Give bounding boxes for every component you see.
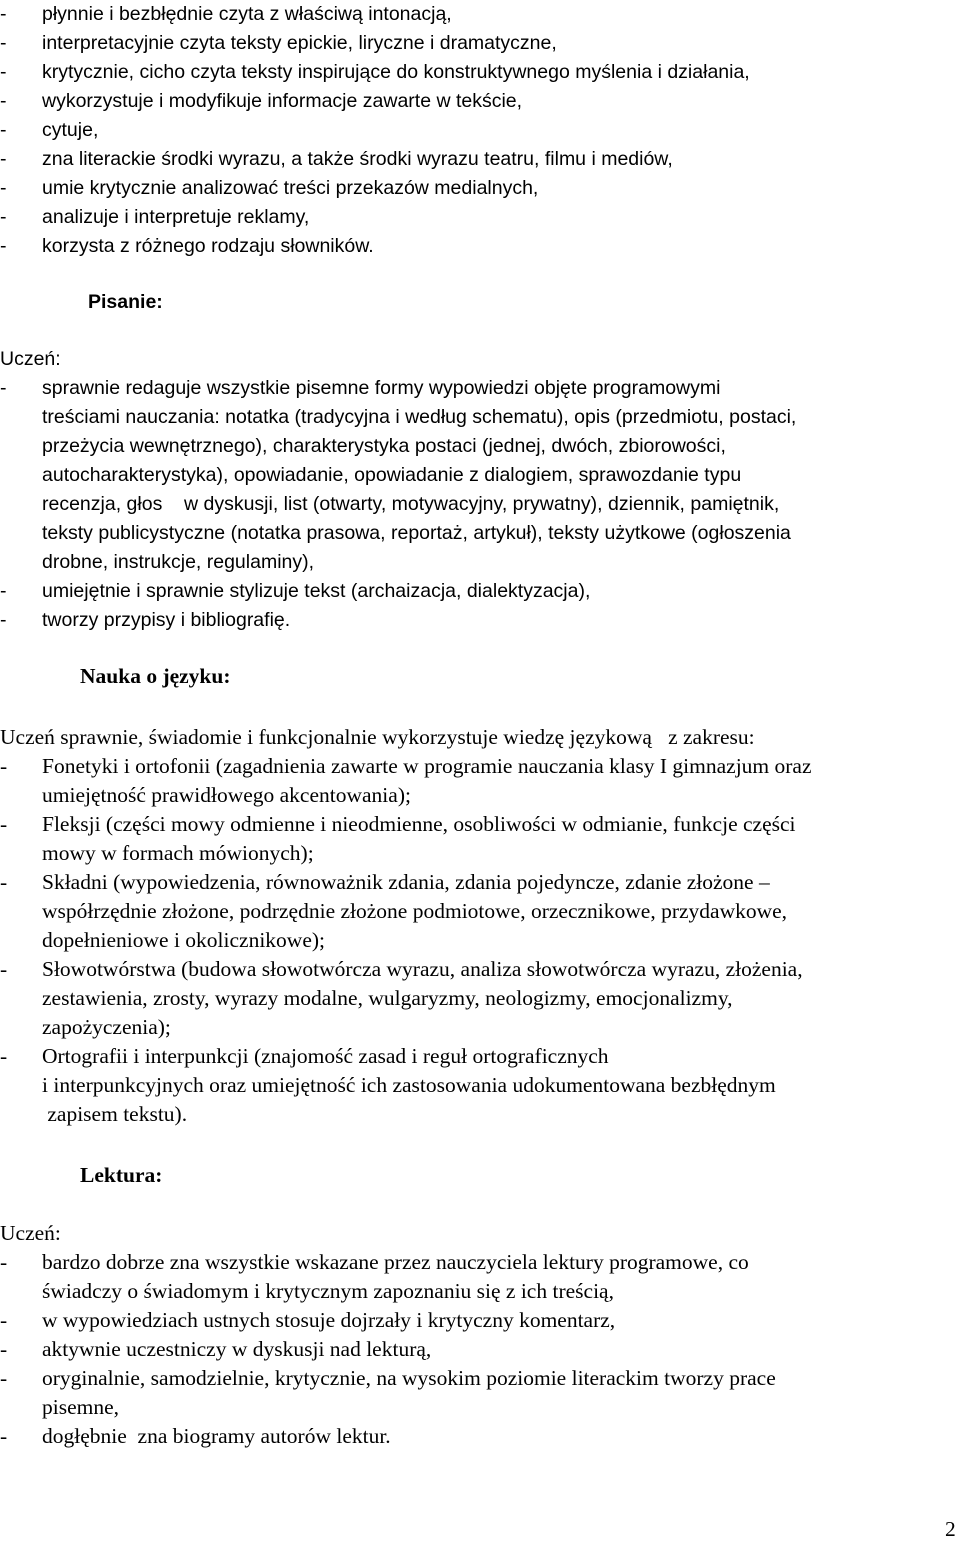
section-heading-writing: Pisanie: — [88, 291, 163, 313]
section-intro: Uczeń sprawnie, świadomie i funkcjonalnie wykorzystuje wiedzę językową z zakresu: — [0, 725, 755, 749]
list-item: - korzysta z różnego rodzaju słowników. — [0, 235, 374, 257]
list-item-continuation: i interpunkcyjnych oraz umiejętność ich zastosowania udokumentowana bezbłędnym — [42, 1073, 776, 1097]
list-item: - w wypowiedziach ustnych stosuje dojrzały i krytyczny komentarz, — [0, 1308, 616, 1332]
list-item: - krytycznie, cicho czyta teksty inspirujące do konstruktywnego myślenia i działania, — [0, 61, 750, 83]
list-item: - interpretacyjnie czyta teksty epickie, liryczne i dramatyczne, — [0, 32, 557, 54]
bullet: - — [0, 609, 7, 631]
list-item: - aktywnie uczestniczy w dyskusji nad lekturą, — [0, 1337, 432, 1361]
bullet: - — [0, 177, 7, 199]
list-item: - płynnie i bezbłędnie czyta z właściwą intonacją, — [0, 3, 452, 25]
list-item: - Ortografii i interpunkcji (znajomość zasad i reguł ortograficznych — [0, 1044, 609, 1068]
bullet: - — [0, 1308, 8, 1332]
list-item: - analizuje i interpretuje reklamy, — [0, 206, 310, 228]
list-item-continuation: pisemne, — [42, 1395, 120, 1419]
bullet: - — [0, 32, 7, 54]
bullet: - — [0, 1250, 8, 1274]
list-item-continuation: współrzędnie złożone, podrzędnie złożone podmiotowe, orzecznikowe, przydawkowe, — [42, 899, 788, 923]
bullet: - — [0, 580, 7, 602]
list-item: - wykorzystuje i modyfikuje informacje zawarte w tekście, — [0, 90, 523, 112]
list-item-continuation: przeżycia wewnętrznego), charakterystyka postaci (jednej, dwóch, zbiorowości, — [42, 435, 726, 457]
list-item-continuation: autocharakterystyka), opowiadanie, opowiadanie z dialogiem, sprawozdanie typu — [42, 464, 742, 486]
list-item-continuation: teksty publicystyczne (notatka prasowa, reportaż, artykuł), teksty użytkowe (ogłoszenia — [42, 522, 791, 544]
list-item: - sprawnie redaguje wszystkie pisemne formy wypowiedzi objęte programowymi — [0, 377, 721, 399]
list-item: - Fonetyki i ortofonii (zagadnienia zawarte w programie nauczania klasy I gimnazjum oraz — [0, 754, 812, 778]
bullet: - — [0, 377, 7, 399]
list-item-continuation: świadczy o świadomym i krytycznym zapoznaniu się z ich treścią, — [42, 1279, 614, 1303]
list-item: - Słowotwórstwa (budowa słowotwórcza wyrazu, analiza słowotwórcza wyrazu, złożenia, — [0, 957, 803, 981]
bullet: - — [0, 90, 7, 112]
list-item-continuation: mowy w formach mówionych); — [42, 841, 314, 865]
list-item: - Fleksji (części mowy odmienne i nieodmienne, osobliwości w odmianie, funkcje części — [0, 812, 796, 836]
bullet: - — [0, 235, 7, 257]
bullet: - — [0, 119, 7, 141]
bullet: - — [0, 957, 8, 981]
list-item: - cytuje, — [0, 119, 99, 141]
bullet: - — [0, 148, 7, 170]
list-item: - bardzo dobrze zna wszystkie wskazane przez nauczyciela lektury programowe, co — [0, 1250, 749, 1274]
list-item: - umiejętnie i sprawnie stylizuje tekst (archaizacja, dialektyzacja), — [0, 580, 591, 602]
bullet: - — [0, 1337, 8, 1361]
list-item-continuation: zapisem tekstu). — [42, 1102, 188, 1126]
list-item-continuation: drobne, instrukcje, regulaminy), — [42, 551, 315, 573]
list-item: - tworzy przypisy i bibliografię. — [0, 609, 291, 631]
list-item: - oryginalnie, samodzielnie, krytycznie, na wysokim poziomie literackim tworzy prace — [0, 1366, 776, 1390]
list-item-continuation: dopełnieniowe i okolicznikowe); — [42, 928, 326, 952]
list-item-continuation: treściami nauczania: notatka (tradycyjna i według schematu), opis (przedmiotu, postaci, — [42, 406, 797, 428]
section-intro: Uczeń: — [0, 1221, 61, 1245]
list-item: - zna literackie środki wyrazu, a także środki wyrazu teatru, filmu i mediów, — [0, 148, 673, 170]
bullet: - — [0, 812, 8, 836]
bullet: - — [0, 1424, 8, 1448]
list-item: - umie krytycznie analizować treści przekazów medialnych, — [0, 177, 539, 199]
list-item: - dogłębnie zna biogramy autorów lektur. — [0, 1424, 391, 1448]
bullet: - — [0, 3, 7, 25]
bullet: - — [0, 1366, 8, 1390]
section-heading-reading-list: Lektura: — [80, 1163, 163, 1187]
list-item-continuation: zestawienia, zrosty, wyrazy modalne, wulgaryzmy, neologizmy, emocjonalizmy, — [42, 986, 733, 1010]
list-item-continuation: zapożyczenia); — [42, 1015, 171, 1039]
list-item: - Składni (wypowiedzenia, równoważnik zdania, zdania pojedyncze, zdanie złożone – — [0, 870, 770, 894]
page-number: 2 — [945, 1517, 956, 1541]
list-item-continuation: recenzja, głos w dyskusji, list (otwarty, motywacyjny, prywatny), dziennik, pamiętnik, — [42, 493, 780, 515]
bullet: - — [0, 754, 8, 778]
bullet: - — [0, 206, 7, 228]
bullet: - — [0, 61, 7, 83]
list-item-continuation: umiejętność prawidłowego akcentowania); — [42, 783, 411, 807]
section-heading-language: Nauka o języku: — [80, 664, 231, 688]
bullet: - — [0, 1044, 8, 1068]
section-intro: Uczeń: — [0, 348, 61, 370]
bullet: - — [0, 870, 8, 894]
